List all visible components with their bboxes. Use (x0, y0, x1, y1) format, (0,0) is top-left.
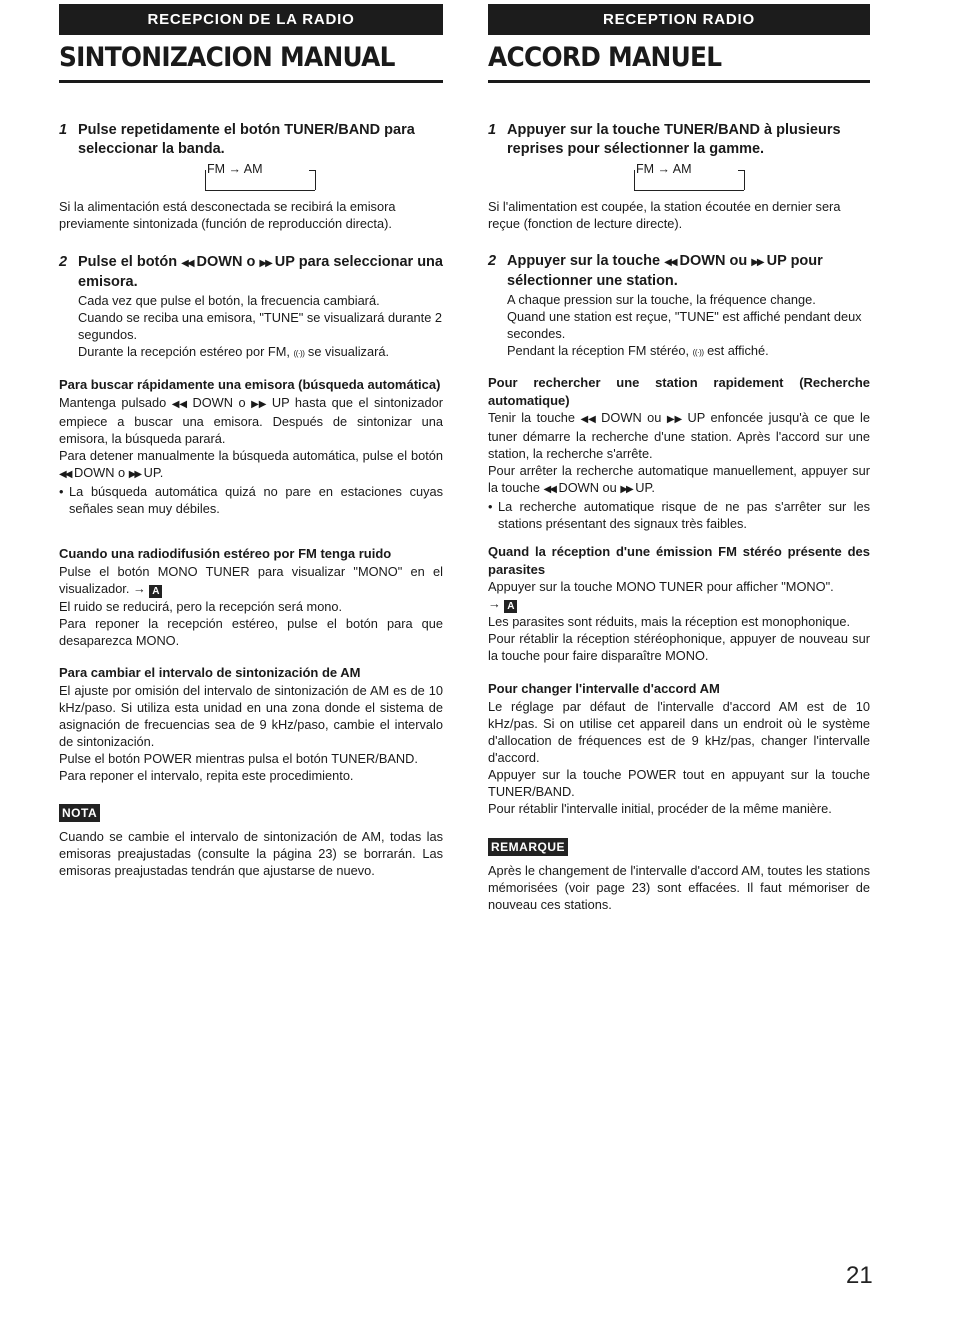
figure-ref-badge: A (504, 600, 517, 613)
step-2: 2 Appuyer sur la touche ◀◀ DOWN ou ▶▶ UP pour sélectionner une station. A chaque pression sur la touche, la fréquence change. Quand une station est reçue, "TUNE" est affiché pendant deux secondes. Pendant la réception FM stéréo, ((·)) est affiché. (488, 252, 870, 361)
figure-ref-badge: A (149, 585, 162, 598)
am-interval-section: Pour changer l'intervalle d'accord AM Le réglage par défaut de l'intervalle d'accord AM est de 10 kHz/pas. Si on utilise cet appareil dans un endroit où le système d'allocation de fréquences est de 9 kHz/pas, changer l'intervalle d'accord. Appuyer sur la touche POWER tout en appuyant sur la touche TUNER/BAND. Pour rétablir l'intervalle initial, procéder de la même manière. (488, 681, 870, 816)
subheading: Pour changer l'intervalle d'accord AM (488, 681, 720, 696)
skip-forward-icon: ▶▶ (620, 484, 632, 495)
up-label: UP pour sélectionner une station. (507, 253, 823, 289)
up-label: UP para seleccionar una emisora. (78, 254, 443, 290)
note-section (59, 804, 443, 879)
step-1 (488, 121, 870, 232)
bullet-item: • La búsqueda automática quizá no pare en estaciones cuyas señales sean muy débiles. (59, 483, 443, 516)
skip-back-icon: ◀◀ (171, 398, 187, 410)
band-cycle-diagram (205, 162, 315, 192)
column-spanish (59, 4, 443, 878)
note-text: Après le changement de l'intervalle d'accord AM, toutes les stations mémorisées (voir page 23) sont effacées. Il faut mémoriser de nouveau ces stations. (488, 863, 870, 912)
skip-forward-icon: ▶▶ (259, 258, 271, 269)
column-french (488, 4, 870, 912)
step-body: Quand une station est reçue, "TUNE" est affiché pendant deux secondes. (507, 309, 862, 341)
am-interval-section: Para cambiar el intervalo de sintonización de AM El ajuste por omisión del intervalo de sintonización de AM es de 10 kHz/paso. Si utiliza esta unidad en una zona donde el sistema de asignación de frecuencias sea de 9 kHz/paso, cambie el intervalo de sintonización. Pulse el botón POWER mientras pulsa el botón TUNER/BAND. Para reponer el intervalo, repita este procedimiento. (59, 665, 443, 783)
step-heading: Appuyer sur la touche TUNER/BAND à plusieurs reprises pour sélectionner la gamme. (507, 122, 841, 157)
subheading: Pour rechercher une station rapidement (Recherche automatique) (488, 375, 870, 408)
section-banner: RECEPCION DE LA RADIO (59, 4, 443, 35)
skip-back-icon: ◀◀ (664, 257, 676, 268)
stereo-indicator-icon: ((·)) (692, 348, 704, 357)
auto-search-section: Pour rechercher une station rapidement (Recherche automatique) Tenir la touche ◀◀ DOWN ou ▶▶ UP enfoncée jusqu'à ce que le tuner démarre la recherche d'une station. Après l'accord sur une station, la recherche s'arrête. Pour arrêter la recherche automatique manuellement, appuyer sur la touche ◀◀ DOWN ou ▶▶ UP. • La recherche automatique risque de ne pas s'arrêter sur les stations présentant des signaux très faibles. (488, 375, 870, 531)
fm-noise-section: Quand la réception d'une émission FM stéréo présente des parasites Appuyer sur la touche MONO TUNER pour afficher "MONO". → A Les parasites sont réduits, mais la réception est monophonique. Pour rétablir la réception stéréophonique, appuyer de nouveau sur la touche pour faire disparaître MONO. (488, 544, 870, 663)
band-cycle-label: FM → AM (207, 162, 263, 176)
step-number: 2 (59, 254, 68, 270)
skip-back-icon: ◀◀ (59, 468, 71, 480)
step-1 (59, 121, 443, 232)
stereo-indicator-icon: ((·)) (293, 349, 305, 358)
page-title: ACCORD MANUEL (488, 42, 722, 73)
skip-back-icon: ◀◀ (181, 258, 193, 269)
step-body: Cada vez que pulse el botón, la frecuencia cambiará. (78, 293, 380, 308)
skip-back-icon: ◀◀ (543, 484, 555, 495)
step-body: Si la alimentación está desconectada se recibirá la emisora previamente sintonizada (función de reproducción directa). (59, 199, 396, 231)
skip-forward-icon: ▶▶ (751, 257, 763, 268)
down-label: DOWN ou (679, 253, 748, 269)
step-2: 2 Pulse el botón ◀◀ DOWN o ▶▶ UP para seleccionar una emisora. Cada vez que pulse el botón, la frecuencia cambiará. Cuando se reciba una emisora, "TUNE" se visualizará durante 2 segundos. Durante la recepción estéreo por FM, ((·)) se visualizará. (59, 254, 443, 359)
band-cycle-diagram (634, 162, 744, 192)
step-body: Cuando se reciba una emisora, "TUNE" se visualizará durante 2 segundos. (78, 310, 443, 342)
step-heading: Appuyer sur la touche (507, 253, 661, 269)
section-banner: RECEPTION RADIO (488, 4, 870, 35)
title-rule (59, 80, 443, 83)
page-number: 21 (846, 1262, 873, 1289)
note-badge: NOTA (59, 804, 100, 822)
step-number: 2 (488, 253, 497, 269)
subheading: Quand la réception d'une émission FM stéréo présente des parasites (488, 544, 870, 577)
step-heading: Pulse repetidamente el botón TUNER/BAND para seleccionar la banda. (78, 122, 415, 157)
subheading: Para cambiar el intervalo de sintonización de AM (59, 665, 361, 680)
down-label: DOWN o (196, 254, 256, 270)
step-body: A chaque pression sur la touche, la fréquence change. (507, 292, 816, 307)
skip-forward-icon: ▶▶ (666, 414, 683, 425)
skip-forward-icon: ▶▶ (128, 468, 141, 480)
skip-forward-icon: ▶▶ (251, 398, 267, 410)
fm-noise-section: Cuando una radiodifusión estéreo por FM tenga ruido Pulse el botón MONO TUNER para visualizar "MONO" en el visualizador. → A El ruido se reducirá, pero la recepción será mono. Para reponer la recepción estéreo, pulse el botón para que desaparezca MONO. (59, 546, 443, 648)
note-text: Cuando se cambie el intervalo de sintonización de AM, todas las emisoras preajustadas (consulte la página 23) se borrarán. Las emisoras preajustadas tendrán que ajustarse de nuevo. (59, 829, 443, 878)
note-badge: REMARQUE (488, 838, 568, 856)
arrow-icon: → (132, 580, 146, 596)
band-cycle-label: FM → AM (636, 162, 692, 176)
title-rule (488, 80, 870, 83)
step-number: 1 (59, 122, 68, 138)
auto-search-section: Para buscar rápidamente una emisora (búsqueda automática) Mantenga pulsado ◀◀ DOWN o ▶▶ UP hasta que el sintonizador empiece a buscar una emisora. Después de sintonizar una emisora, la búsqueda parará. Para detener manualmente la búsqueda automática, pulse el botón ◀◀ DOWN o ▶▶ UP. • La búsqueda automática quizá no pare en estaciones cuyas señales sean muy débiles. (59, 377, 443, 516)
note-section (488, 838, 870, 913)
bullet-item: • La recherche automatique risque de ne pas s'arrêter sur les stations présentant des signaux très faibles. (488, 499, 870, 531)
subheading: Para buscar rápidamente una emisora (búsqueda automática) (59, 377, 441, 392)
arrow-icon: → (488, 596, 501, 611)
step-body: Si l'alimentation est coupée, la station écoutée en dernier sera reçue (fonction de lecture directe). (488, 199, 841, 231)
skip-back-icon: ◀◀ (580, 414, 596, 425)
step-heading: Pulse el botón (78, 254, 178, 270)
page-title: SINTONIZACION MANUAL (59, 42, 395, 73)
subheading: Cuando una radiodifusión estéreo por FM tenga ruido (59, 546, 392, 561)
step-number: 1 (488, 122, 497, 138)
